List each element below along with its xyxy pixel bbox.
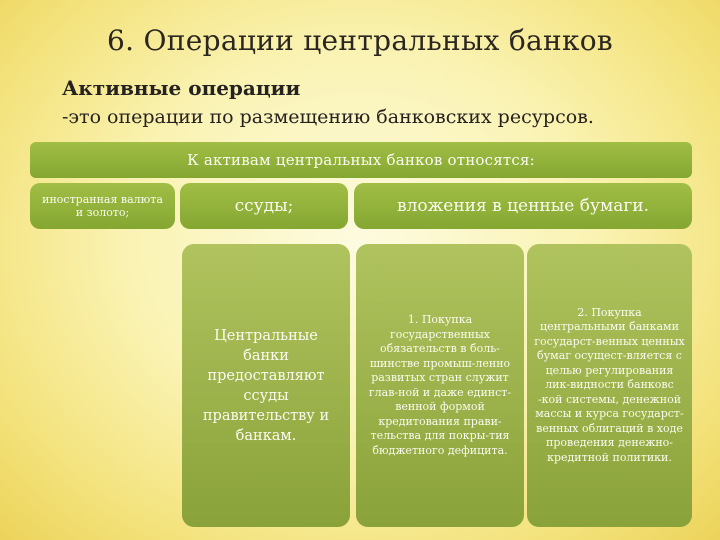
category-foreign-currency-gold xyxy=(30,183,175,229)
definition-text: -это операции по размещению банковских ресурсов. xyxy=(62,106,594,128)
category-label: вложения в ценные бумаги. xyxy=(397,196,649,216)
slide-subtitle: Активные операции xyxy=(62,76,301,100)
assets-header-bar xyxy=(30,142,692,178)
detail-securities-purchase xyxy=(527,244,692,527)
category-label: иностранная валюта и золото; xyxy=(42,193,163,219)
category-label: ссуды; xyxy=(234,196,294,216)
detail-text: Центральные банки предоставляют ссуды правительству и банкам. xyxy=(202,327,330,444)
assets-header-text: К активам центральных банков относятся: xyxy=(187,151,535,169)
category-securities xyxy=(354,183,692,229)
slide-title: 6. Операции центральных банков xyxy=(107,24,613,57)
detail-government-bonds xyxy=(356,244,524,527)
detail-loans xyxy=(182,244,350,527)
detail-text: 2. Покупка центральными банками государст-венных ценных бумаг осущест-вляется с целью регулирования лик-видности банковс -кой системы, денежной массы и курса государст-венных облигаций в ходе проведения денежно-кредитной политики. xyxy=(534,305,685,464)
detail-text: 1. Покупка государственных обязательств в боль-шинстве промыш-ленно развитых стран служит глав-ной и даже единст-венной формой кредитования прави-тельства для покры-тия бюджетного дефицита. xyxy=(368,313,512,457)
category-loans xyxy=(180,183,348,229)
